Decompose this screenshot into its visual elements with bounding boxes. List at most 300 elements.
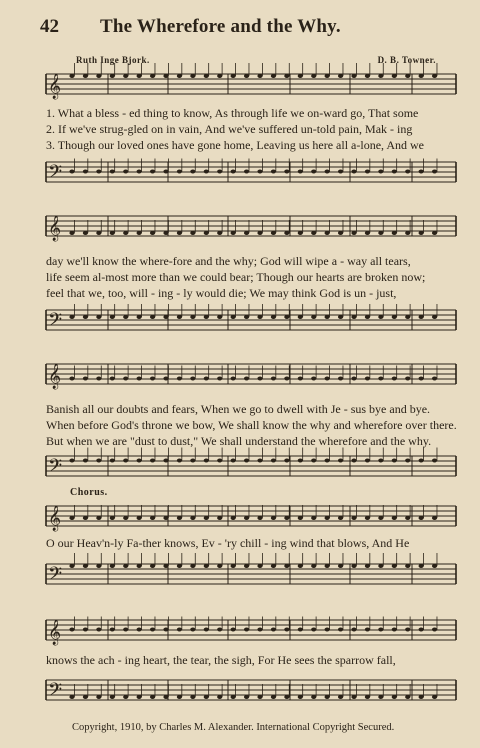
note-head [419,628,424,632]
note-head [244,564,249,568]
note-head [271,231,276,235]
lyric-line: When before God's throne we bow, We shall know the why and wherefore over there. [46,418,457,432]
note-head [123,315,128,319]
note-head [392,315,397,319]
note-head [190,516,195,520]
treble-clef-icon: 𝄞 [48,74,62,99]
note-head [419,315,424,319]
note-head [338,564,343,568]
treble-clef-icon: 𝄞 [48,506,62,531]
note-head [405,628,410,632]
note-head [110,170,115,174]
note-head [378,377,383,381]
note-head [325,315,330,319]
bass-clef-icon: 𝄢 [48,680,63,705]
note-head [110,516,115,520]
lyric-line: But when we are "dust to dust," We shall understand the wherefore and the why. [46,434,432,448]
note-head [96,377,101,381]
note-head [365,564,370,568]
note-head [177,231,182,235]
note-head [231,74,236,78]
lyric-line: knows the ach - ing heart, the tear, the sigh, For He sees the sparrow fall, [46,653,396,667]
note-head [190,564,195,568]
note-head [365,695,370,699]
note-head [190,74,195,78]
note-head [123,459,128,463]
note-head [311,564,316,568]
note-head [83,74,88,78]
note-head [83,377,88,381]
note-head [432,377,437,381]
note-head [163,516,168,520]
note-head [338,459,343,463]
note-head [244,170,249,174]
note-head [163,459,168,463]
note-head [150,315,155,319]
note-head [351,377,356,381]
music-system-2 [46,204,456,336]
note-head [378,695,383,699]
note-head [405,516,410,520]
bass-clef-icon: 𝄢 [48,564,63,589]
note-head [392,170,397,174]
treble-staff [46,212,456,252]
note-head [419,459,424,463]
note-head [96,170,101,174]
note-head [83,628,88,632]
note-head [150,74,155,78]
note-head [137,170,142,174]
note-head [432,170,437,174]
note-head [325,516,330,520]
note-head [325,459,330,463]
note-head [284,695,289,699]
note-head [405,459,410,463]
note-head [96,231,101,235]
note-head [110,315,115,319]
note-head [298,564,303,568]
note-head [163,170,168,174]
note-head [110,695,115,699]
note-head [284,516,289,520]
note-head [231,459,236,463]
note-head [163,628,168,632]
note-head [217,516,222,520]
note-head [83,459,88,463]
note-head [69,628,74,632]
note-head [110,231,115,235]
note-head [351,74,356,78]
note-head [231,170,236,174]
note-head [83,695,88,699]
note-head [271,377,276,381]
note-head [311,315,316,319]
note-head [96,628,101,632]
note-head [365,231,370,235]
note-head [150,564,155,568]
note-head [163,231,168,235]
note-head [96,459,101,463]
note-head [244,315,249,319]
note-head [217,377,222,381]
note-head [204,695,209,699]
note-head [244,695,249,699]
treble-clef-icon: 𝄞 [48,364,62,389]
note-head [338,628,343,632]
note-head [110,377,115,381]
note-head [137,564,142,568]
note-head [419,170,424,174]
note-head [311,231,316,235]
note-head [69,516,74,520]
note-head [325,231,330,235]
note-head [271,170,276,174]
note-head [311,377,316,381]
note-head [96,695,101,699]
note-head [177,459,182,463]
note-head [150,377,155,381]
note-head [231,516,236,520]
note-head [137,516,142,520]
music-system-5 [46,608,456,718]
note-head [190,695,195,699]
note-head [378,231,383,235]
note-head [338,170,343,174]
note-head [217,170,222,174]
treble-clef-icon: 𝄞 [48,620,62,645]
note-head [83,231,88,235]
note-head [69,377,74,381]
note-head [163,695,168,699]
note-head [137,695,142,699]
note-head [392,628,397,632]
bass-staff [46,158,456,198]
note-head [351,315,356,319]
lyric-line: day we'll know the where-fore and the why; God will wipe a - way all tears, [46,254,411,268]
note-head [110,628,115,632]
note-head [123,516,128,520]
note-head [190,628,195,632]
note-head [204,231,209,235]
note-head [419,695,424,699]
note-head [257,377,262,381]
note-head [177,628,182,632]
note-head [351,459,356,463]
note-head [137,459,142,463]
note-head [365,74,370,78]
note-head [351,170,356,174]
note-head [177,74,182,78]
note-head [378,564,383,568]
note-head [123,628,128,632]
note-head [177,564,182,568]
note-head [378,459,383,463]
note-head [217,628,222,632]
note-head [325,628,330,632]
lyric-line: 1. What a bless - ed thing to know, As through life we on-ward go, That some [46,106,419,120]
music-system-3 [46,352,456,482]
note-head [284,377,289,381]
note-head [419,516,424,520]
note-head [432,315,437,319]
note-head [419,74,424,78]
note-head [338,377,343,381]
note-head [351,628,356,632]
note-head [123,74,128,78]
note-head [419,377,424,381]
note-head [69,459,74,463]
note-head [405,170,410,174]
note-head [190,459,195,463]
copyright-notice: Copyright, 1910, by Charles M. Alexander. International Copyright Secured. [72,722,395,733]
note-head [338,315,343,319]
note-head [204,628,209,632]
note-head [163,315,168,319]
note-head [244,74,249,78]
note-head [123,377,128,381]
lyric-line: Banish all our doubts and fears, When we go to dwell with Je - sus bye and bye. [46,402,431,416]
note-head [110,459,115,463]
note-head [257,231,262,235]
note-head [271,628,276,632]
note-head [284,315,289,319]
note-head [378,315,383,319]
note-head [284,564,289,568]
note-head [365,628,370,632]
note-head [405,315,410,319]
note-head [392,695,397,699]
note-head [150,231,155,235]
note-head [365,377,370,381]
note-head [298,695,303,699]
note-head [405,695,410,699]
note-head [419,231,424,235]
note-head [69,231,74,235]
note-head [190,315,195,319]
note-head [204,377,209,381]
note-head [271,516,276,520]
lyric-line: 2. If we've strug-gled on in vain, And we've suffered un-told pain, Mak - ing [46,122,413,136]
note-head [96,315,101,319]
note-head [378,516,383,520]
note-head [244,459,249,463]
note-head [338,695,343,699]
note-head [123,695,128,699]
note-head [137,315,142,319]
note-head [432,459,437,463]
note-head [123,170,128,174]
note-head [378,628,383,632]
note-head [392,516,397,520]
note-head [163,74,168,78]
note-head [298,628,303,632]
note-head [204,74,209,78]
hymn-title: The Wherefore and the Why. [100,16,341,37]
note-head [177,170,182,174]
note-head [69,315,74,319]
note-head [137,377,142,381]
note-head [392,564,397,568]
note-head [405,564,410,568]
note-head [244,377,249,381]
bass-clef-icon: 𝄢 [48,456,63,481]
note-head [231,231,236,235]
note-head [231,564,236,568]
note-head [298,315,303,319]
note-head [392,459,397,463]
note-head [432,628,437,632]
note-head [69,74,74,78]
note-head [150,170,155,174]
note-head [271,564,276,568]
note-head [338,516,343,520]
note-head [83,516,88,520]
note-head [123,564,128,568]
note-head [284,74,289,78]
note-head [365,170,370,174]
note-head [298,516,303,520]
note-head [378,74,383,78]
note-head [325,74,330,78]
music-system-4 [46,494,456,604]
note-head [177,516,182,520]
note-head [257,170,262,174]
treble-clef-icon: 𝄞 [48,216,62,241]
note-head [351,516,356,520]
note-head [392,377,397,381]
treble-staff [46,360,456,400]
note-head [217,695,222,699]
note-head [190,231,195,235]
note-head [432,564,437,568]
note-head [231,628,236,632]
bass-staff [46,306,456,346]
note-head [298,74,303,78]
note-head [217,459,222,463]
note-head [257,628,262,632]
note-head [190,170,195,174]
note-head [311,695,316,699]
note-head [96,516,101,520]
note-head [137,628,142,632]
note-head [325,695,330,699]
note-head [137,231,142,235]
note-head [432,74,437,78]
note-head [351,231,356,235]
composer-credit: D. B. Towner. [377,55,436,65]
note-head [83,170,88,174]
note-head [204,170,209,174]
note-head [163,377,168,381]
bass-clef-icon: 𝄢 [48,310,63,335]
note-head [284,628,289,632]
note-head [271,459,276,463]
note-head [244,231,249,235]
note-head [150,695,155,699]
note-head [405,377,410,381]
note-head [204,564,209,568]
note-head [150,459,155,463]
note-head [311,628,316,632]
note-head [257,459,262,463]
lyricist-credit: Ruth Inge Bjork. [76,55,150,65]
note-head [217,74,222,78]
music-system-1 [46,62,456,194]
note-head [257,516,262,520]
bass-staff [46,676,456,716]
note-head [365,459,370,463]
note-head [257,74,262,78]
note-head [284,170,289,174]
chorus-label: Chorus. [70,487,108,498]
note-head [217,564,222,568]
note-head [204,459,209,463]
note-head [271,315,276,319]
note-head [83,315,88,319]
lyric-line: 3. Though our loved ones have gone home, Leaving us here all a-lone, And we [46,138,425,152]
note-head [298,459,303,463]
note-head [271,695,276,699]
note-head [405,231,410,235]
note-head [231,695,236,699]
note-head [311,459,316,463]
note-head [123,231,128,235]
note-head [392,74,397,78]
note-head [190,377,195,381]
note-head [338,231,343,235]
note-head [257,564,262,568]
note-head [231,315,236,319]
treble-staff [46,616,456,656]
note-head [204,516,209,520]
note-head [351,695,356,699]
note-head [284,231,289,235]
note-head [69,695,74,699]
note-head [311,74,316,78]
note-head [137,74,142,78]
note-head [96,74,101,78]
note-head [378,170,383,174]
note-head [405,74,410,78]
note-head [177,377,182,381]
hymn-number: 42 [40,16,59,37]
note-head [163,564,168,568]
note-head [325,377,330,381]
note-head [150,628,155,632]
note-head [432,695,437,699]
note-head [83,564,88,568]
note-head [351,564,356,568]
note-head [204,315,209,319]
note-head [231,377,236,381]
note-head [298,231,303,235]
note-head [244,516,249,520]
note-head [96,564,101,568]
note-head [217,315,222,319]
note-head [69,170,74,174]
note-head [257,315,262,319]
note-head [365,516,370,520]
note-head [311,170,316,174]
lyric-line: life seem al-most more than we could bear; Though our hearts are broken now; [46,270,426,284]
bass-staff [46,560,456,600]
note-head [338,74,343,78]
lyric-line: feel that we, too, will - ing - ly would die; We may think God is un - just, [46,286,397,300]
note-head [284,459,289,463]
note-head [432,231,437,235]
note-head [177,695,182,699]
note-head [419,564,424,568]
